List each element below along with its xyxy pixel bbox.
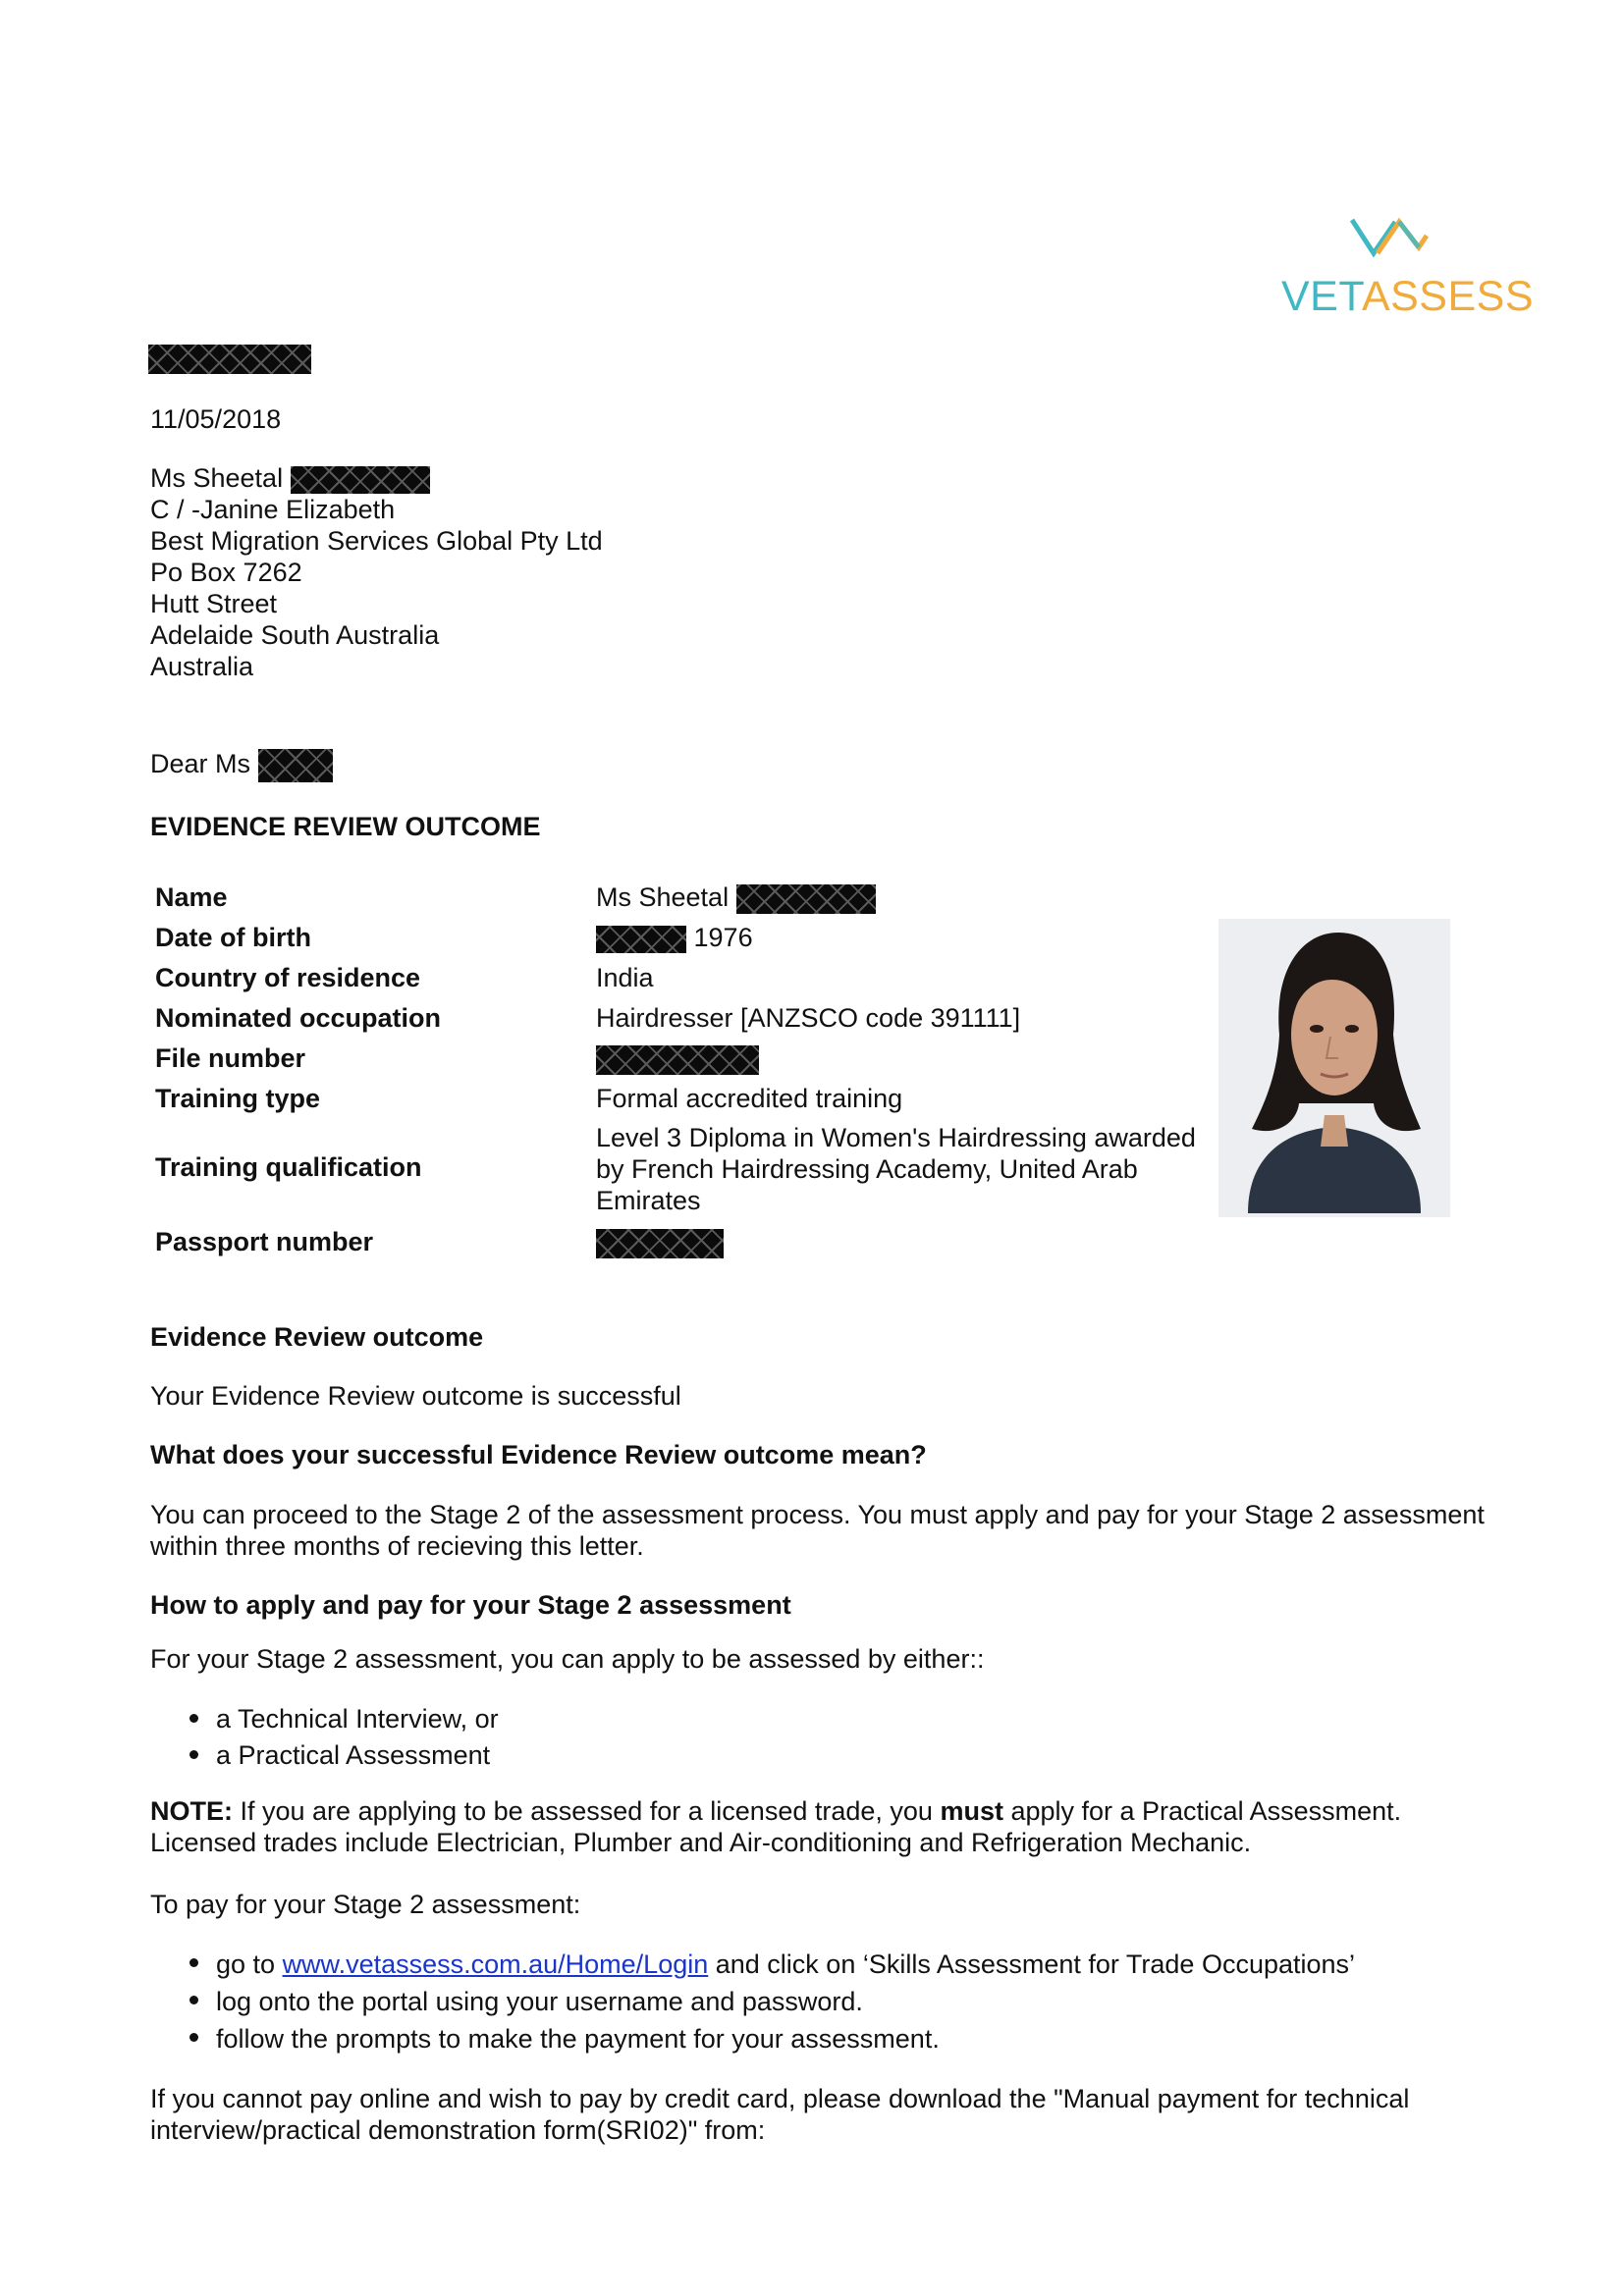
list-item: log onto the portal using your username and password. bbox=[150, 1983, 1355, 2020]
reference-redaction bbox=[148, 345, 311, 374]
list-item: a Practical Assessment bbox=[150, 1737, 499, 1774]
vetassess-logo bbox=[1281, 214, 1535, 324]
address-name: Ms Sheetal bbox=[150, 463, 284, 493]
detail-label: Training type bbox=[155, 1084, 321, 1113]
address-line: Po Box 7262 bbox=[150, 558, 302, 587]
detail-value: Level 3 Diploma in Women's Hairdressing awarded by French Hairdressing Academy, United Arab Emirates bbox=[596, 1123, 1196, 1215]
address-line: Australia bbox=[150, 652, 254, 681]
apply-options-list bbox=[150, 1701, 499, 1774]
detail-row-qualification bbox=[155, 1122, 1196, 1220]
detail-label: File number bbox=[155, 1043, 306, 1073]
salutation: Dear Ms bbox=[150, 748, 333, 782]
detail-value: Hairdresser [ANZSCO code 391111] bbox=[596, 1003, 1021, 1033]
detail-label: Date of birth bbox=[155, 923, 311, 952]
logo-text: VETASSESS bbox=[1281, 273, 1535, 320]
detail-value: Ms Sheetal bbox=[596, 881, 876, 914]
detail-label: Nominated occupation bbox=[155, 1003, 442, 1033]
detail-value: 1976 bbox=[596, 922, 753, 953]
detail-value: India bbox=[596, 963, 654, 992]
letter-date: 11/05/2018 bbox=[150, 404, 282, 434]
address-block bbox=[150, 462, 603, 682]
vetassess-login-link[interactable]: www.vetassess.com.au/Home/Login bbox=[282, 1949, 709, 1979]
name-redaction bbox=[736, 884, 876, 914]
pay-steps-list bbox=[150, 1946, 1355, 2057]
outcome-text: Your Evidence Review outcome is successful bbox=[150, 1381, 681, 1411]
detail-label: Training qualification bbox=[155, 1152, 422, 1182]
list-item: follow the prompts to make the payment for your assessment. bbox=[150, 2020, 1355, 2057]
detail-label: Country of residence bbox=[155, 963, 421, 992]
note-paragraph: NOTE: If you are applying to be assessed for a licensed trade, you must apply for a Practical Assessment. Licensed trades include Electrician, Plumber and Air-conditioning and Refrigeration Mechanic. bbox=[150, 1796, 1402, 1857]
detail-value bbox=[596, 1042, 759, 1075]
meaning-heading: What does your successful Evidence Review outcome mean? bbox=[150, 1440, 927, 1469]
file-number-redaction bbox=[596, 1045, 759, 1075]
apply-heading: How to apply and pay for your Stage 2 assessment bbox=[150, 1590, 791, 1620]
meaning-paragraph: You can proceed to the Stage 2 of the assessment process. You must apply and pay for your Stage 2 assessment within three months of recieving this letter. bbox=[150, 1500, 1485, 1561]
address-line: C / -Janine Elizabeth bbox=[150, 495, 396, 524]
pay-intro: To pay for your Stage 2 assessment: bbox=[150, 1890, 581, 1919]
address-line: Hutt Street bbox=[150, 589, 278, 618]
manual-payment-paragraph: If you cannot pay online and wish to pay by credit card, please download the "Manual payment for technical interview/practical demonstration form(SRI02)" from: bbox=[150, 2084, 1410, 2145]
applicant-photo bbox=[1218, 919, 1450, 1217]
dob-redaction bbox=[596, 926, 686, 953]
apply-intro: For your Stage 2 assessment, you can apply to be assessed by either:: bbox=[150, 1644, 985, 1674]
detail-label: Passport number bbox=[155, 1227, 374, 1256]
note-label: NOTE: bbox=[150, 1796, 233, 1826]
vetassess-logo-icon bbox=[1348, 214, 1436, 271]
address-name-line bbox=[150, 462, 603, 494]
salutation-redaction bbox=[258, 749, 333, 782]
list-item: a Technical Interview, or bbox=[150, 1701, 499, 1737]
detail-label: Name bbox=[155, 882, 228, 912]
list-item: go to www.vetassess.com.au/Home/Login and click on ‘Skills Assessment for Trade Occupations’ bbox=[150, 1946, 1355, 1983]
detail-value bbox=[596, 1226, 724, 1258]
detail-value: Formal accredited training bbox=[596, 1084, 903, 1113]
passport-redaction bbox=[596, 1229, 724, 1258]
address-line: Adelaide South Australia bbox=[150, 620, 440, 650]
surname-redaction bbox=[291, 466, 430, 494]
outcome-heading: Evidence Review outcome bbox=[150, 1322, 484, 1352]
letter-heading: EVIDENCE REVIEW OUTCOME bbox=[150, 812, 541, 841]
address-line: Best Migration Services Global Pty Ltd bbox=[150, 526, 603, 556]
